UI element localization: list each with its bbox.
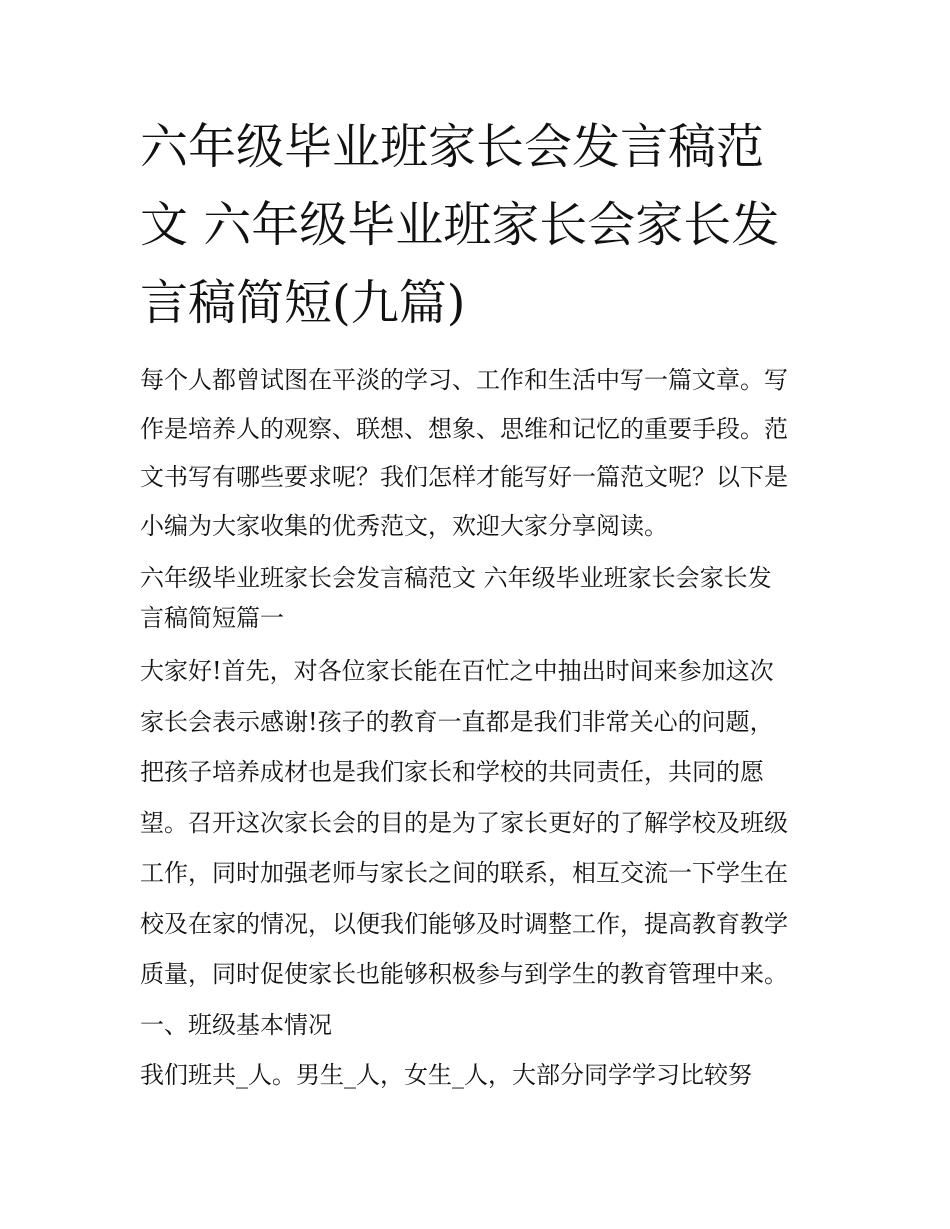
body-line: 望。召开这次家长会的目的是为了家长更好的了解学校及班级 — [140, 808, 788, 837]
document-page — [140, 108, 820, 1100]
heading-line: 一、班级基本情况 — [140, 1010, 332, 1039]
body-line: 家长会表示感谢!孩子的教育一直都是我们非常关心的问题， — [140, 707, 774, 736]
subtitle-line: 言稿简短篇一 — [140, 604, 284, 632]
title-line: 言稿简短(九篇) — [140, 275, 466, 331]
body-line: 大家好!首先，对各位家长能在百忙之中抽出时间来参加这次 — [140, 657, 774, 685]
body-line: 工作，同时加强老师与家长之间的联系，相互交流一下学生在 — [140, 859, 788, 887]
intro-line: 小编为大家收集的优秀范文，欢迎大家分享阅读。 — [140, 511, 668, 540]
intro-line: 每个人都曾试图在平淡的学习、工作和生活中写一篇文章。写 — [140, 366, 788, 394]
body-paragraph — [140, 1050, 820, 1100]
intro-paragraph — [140, 356, 820, 550]
intro-line: 作是培养人的观察、联想、想象、思维和记忆的重要手段。范 — [140, 414, 788, 443]
intro-line: 文书写有哪些要求呢？我们怎样才能写好一篇范文呢？以下是 — [140, 463, 788, 491]
body-paragraph — [140, 646, 820, 1000]
title-line: 六年级毕业班家长会发言稿范 — [140, 119, 765, 175]
document-title — [140, 108, 820, 342]
body-line: 我们班共_人。男生_人，女生_人，大部分同学学习比较努 — [140, 1060, 752, 1089]
body-line: 把孩子培养成材也是我们家长和学校的共同责任，共同的愿 — [140, 758, 764, 786]
body-line: 质量，同时促使家长也能够积极参与到学生的教育管理中来。 — [140, 960, 788, 988]
body-line: 校及在家的情况，以便我们能够及时调整工作，提高教育教学 — [140, 909, 788, 938]
section-heading — [140, 1000, 820, 1050]
title-line: 文 六年级毕业班家长会家长发 — [140, 197, 780, 253]
section-subtitle — [140, 558, 820, 638]
subtitle-line: 六年级毕业班家长会发言稿范文 六年级毕业班家长会家长发 — [140, 564, 772, 592]
